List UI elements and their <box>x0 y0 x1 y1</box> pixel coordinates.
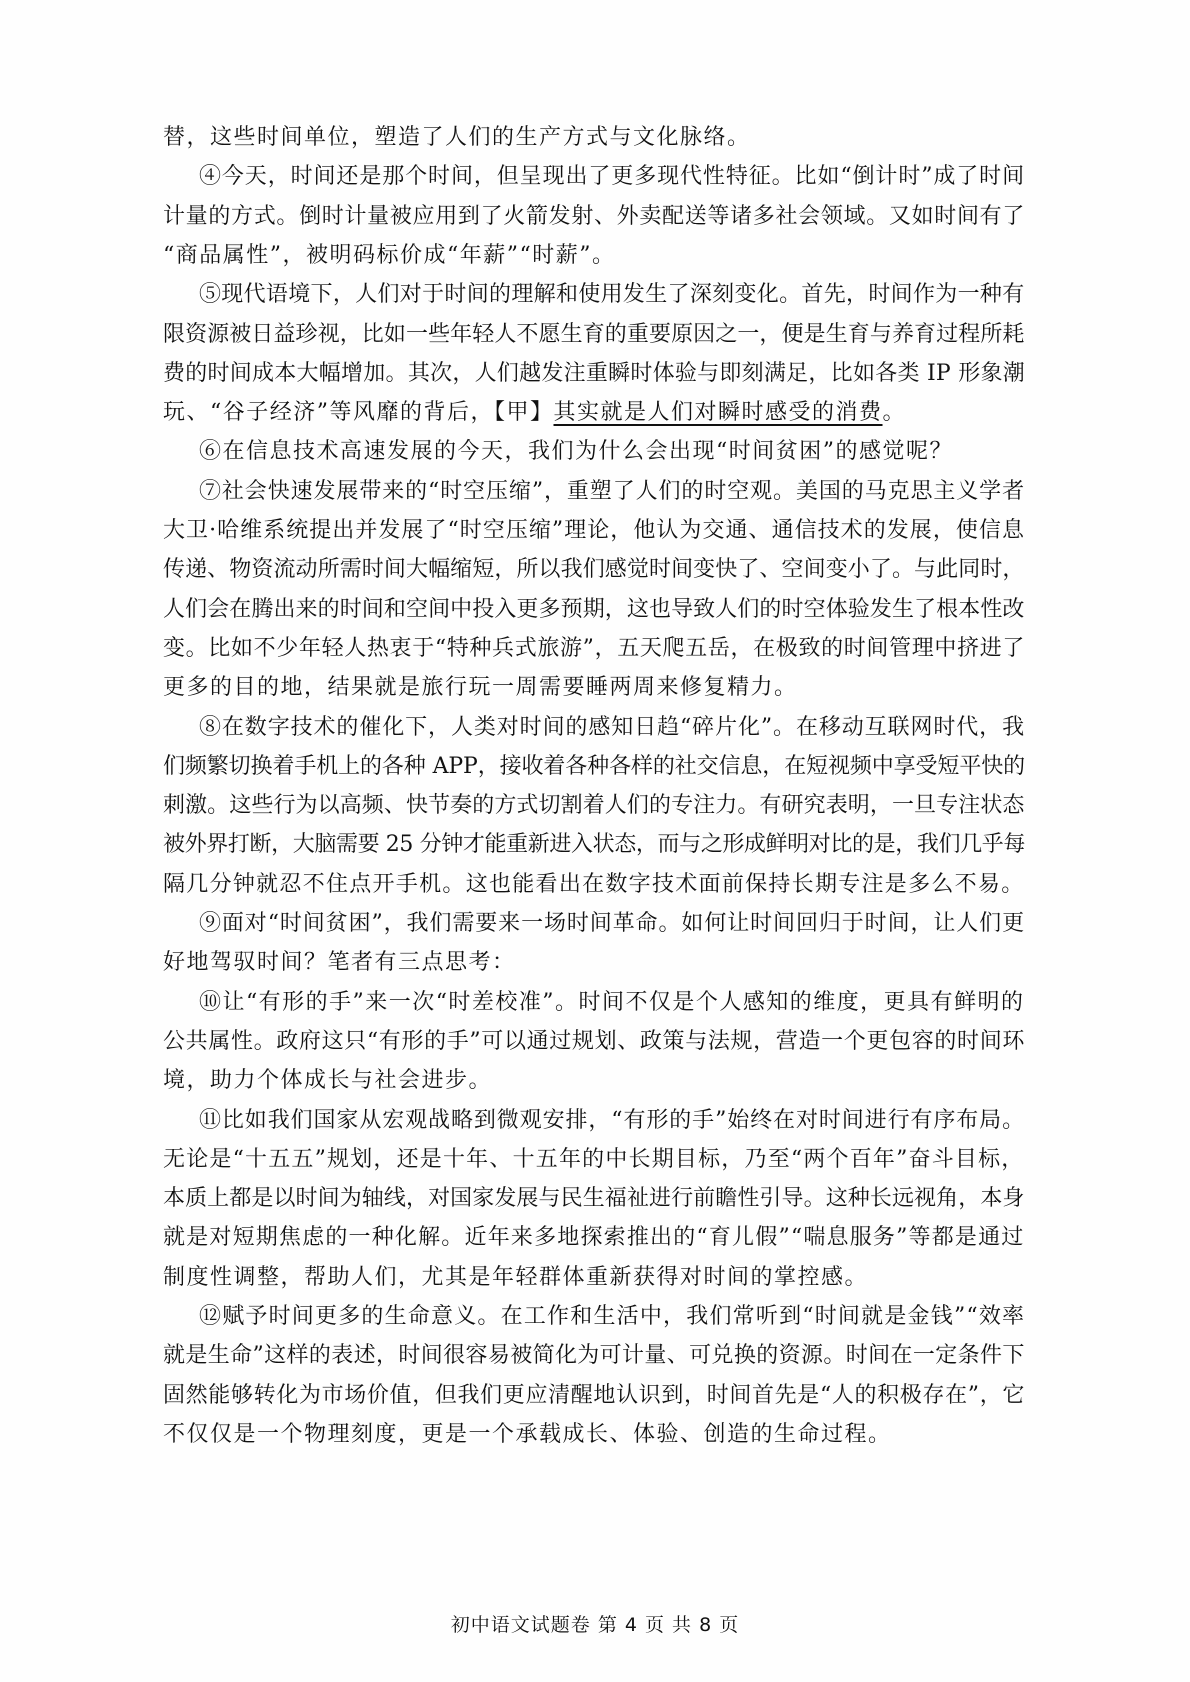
text-line <box>163 747 1025 787</box>
text-line <box>199 432 953 472</box>
text-line <box>199 904 1025 944</box>
line-tail: 。 <box>882 400 907 426</box>
text-line-content: ⑧在数字技术的催化下，人类对时间的感知日趋“碎片化”。在移动互联网时代，我 <box>199 714 1025 740</box>
text-line-content: 更多的目的地，结果就是旅行玩一周需要睡两周来修复精力。 <box>163 675 798 701</box>
underlined-phrase: 其实就是人们对瞬时感受的消费 <box>553 400 883 426</box>
text-line <box>163 668 798 708</box>
text-line-content: 不仅仅是一个物理刻度，更是一个承载成长、体验、创造的生命过程。 <box>163 1421 892 1447</box>
text-line <box>163 236 615 276</box>
text-line-content: ⑫赋予时间更多的生命意义。在工作和生活中，我们常听到“时间就是金钱”“效率 <box>199 1304 1026 1329</box>
text-line <box>199 275 1025 315</box>
text-line <box>163 1258 868 1298</box>
text-line-content: 传递、物资流动所需时间大幅缩短，所以我们感觉时间变快了、空间变小了。与此同时， <box>163 557 1025 583</box>
text-line-content: ⑨面对“时间贫困”，我们需要来一场时间革命。如何让时间回归于时间，让人们更 <box>199 911 1025 936</box>
text-line <box>199 472 1025 512</box>
text-line <box>199 1297 1025 1337</box>
text-line-content: 替，这些时间单位，塑造了人们的生产方式与文化脉络。 <box>163 125 751 150</box>
text-line-content: ⑤现代语境下，人们对于时间的理解和使用发生了深刻变化。首先，时间作为一种有 <box>199 282 1025 308</box>
text-line-content: 公共属性。政府这只“有形的手”可以通过规划、政策与法规，营造一个更包容的时间环 <box>163 1028 1025 1054</box>
text-line <box>163 511 1025 551</box>
text-line-content: 费的时间成本大幅增加。其次，人们越发注重瞬时体验与即刻满足，比如各类 IP 形象潮 <box>163 360 1025 386</box>
text-line <box>163 393 906 433</box>
text-line <box>163 1415 892 1455</box>
text-line <box>163 865 1025 905</box>
text-line-content: 人们会在腾出来的时间和空间中投入更多预期，这也导致人们的时空体验发生了根本性改 <box>163 596 1025 622</box>
text-line <box>163 1218 1025 1258</box>
text-line-content: 好地驾驭时间？笔者有三点思考： <box>163 950 516 976</box>
text-line <box>163 1179 1025 1219</box>
text-line <box>199 983 1025 1023</box>
text-line <box>163 1336 1025 1376</box>
text-line <box>199 708 1025 748</box>
text-line-content: 就是对短期焦虑的一种化解。近年来多地探索推出的“育儿假”“喘息服务”等都是通过 <box>163 1225 1025 1251</box>
text-line <box>163 590 1025 630</box>
text-line-content: 刺激。这些行为以高频、快节奏的方式切割着人们的专注力。有研究表明，一旦专注状态 <box>163 793 1025 819</box>
text-line <box>199 157 1025 197</box>
text-line-content: 隔几分钟就忍不住点开手机。这也能看出在数字技术面前保持长期专注是多么不易。 <box>163 871 1025 897</box>
text-line-content: 就是生命”这样的表述，时间很容易被简化为可计量、可兑换的资源。时间在一定条件下 <box>163 1343 1025 1369</box>
text-line-content: 玩、“谷子经济”等风靡的背后，【甲】 <box>163 400 554 426</box>
text-line-content: 无论是“十五五”规划，还是十年、十五年的中长期目标，乃至“两个百年”奋斗目标， <box>163 1146 1025 1172</box>
text-line <box>163 1022 1025 1062</box>
text-line-content: 限资源被日益珍视，比如一些年轻人不愿生育的重要原因之一，便是生育与养育过程所耗 <box>163 321 1025 347</box>
text-line <box>163 354 1025 394</box>
text-line <box>163 1140 1025 1180</box>
text-line-content: “商品属性”，被明码标价成“年薪”“时薪”。 <box>163 242 616 268</box>
text-line <box>163 550 1025 590</box>
text-line-content: 制度性调整，帮助人们，尤其是年轻群体重新获得对时间的掌控感。 <box>163 1264 869 1290</box>
text-line-content: ⑩让“有形的手”来一次“时差校准”。时间不仅是个人感知的维度，更具有鲜明的 <box>199 989 1025 1015</box>
text-line <box>163 943 516 983</box>
text-line-content: ④今天，时间还是那个时间，但呈现出了更多现代性特征。比如“倒计时”成了时间 <box>199 164 1025 190</box>
text-line <box>163 629 1025 669</box>
text-line-content: 本质上都是以时间为轴线，对国家发展与民生福祉进行前瞻性引导。这种长远视角，本身 <box>163 1186 1025 1212</box>
text-line-content: 们频繁切换着手机上的各种 APP，接收着各种各样的社交信息，在短视频中享受短平快的 <box>163 753 1025 779</box>
text-line-content: 境，助力个体成长与社会进步。 <box>163 1068 493 1094</box>
text-line-content: 固然能够转化为市场价值，但我们更应清醒地认识到，时间首先是“人的积极存在”，它 <box>163 1382 1025 1408</box>
text-line <box>163 825 1025 865</box>
text-line-content: ⑦社会快速发展带来的“时空压缩”，重塑了人们的时空观。美国的马克思主义学者 <box>199 478 1025 504</box>
text-line <box>163 1061 492 1101</box>
text-line-content: 变。比如不少年轻人热衷于“特种兵式旅游”，五天爬五岳，在极致的时间管理中挤进了 <box>163 635 1025 661</box>
text-line-content: ⑥在信息技术高速发展的今天，我们为什么会出现“时间贫困”的感觉呢？ <box>199 439 953 465</box>
text-line-content: 计量的方式。倒时计量被应用到了火箭发射、外卖配送等诸多社会领域。又如时间有了 <box>163 203 1026 229</box>
text-line-content: 被外界打断，大脑需要 25 分钟才能重新进入状态，而与之形成鲜明对比的是，我们几乎每 <box>163 832 1025 858</box>
text-line-content: 大卫·哈维系统提出并发展了“时空压缩”理论，他认为交通、通信技术的发展，使信息 <box>163 518 1025 543</box>
text-line <box>163 118 751 158</box>
text-line <box>163 197 1025 237</box>
page-footer: 初中语文试题卷 第 4 页 共 8 页 <box>450 1614 740 1636</box>
text-line <box>163 1376 1025 1416</box>
text-line <box>163 315 1025 355</box>
text-line-content: ⑪比如我们国家从宏观战略到微观安排，“有形的手”始终在对时间进行有序布局。 <box>199 1107 1025 1133</box>
text-line <box>199 1101 1025 1141</box>
text-line <box>163 786 1025 826</box>
